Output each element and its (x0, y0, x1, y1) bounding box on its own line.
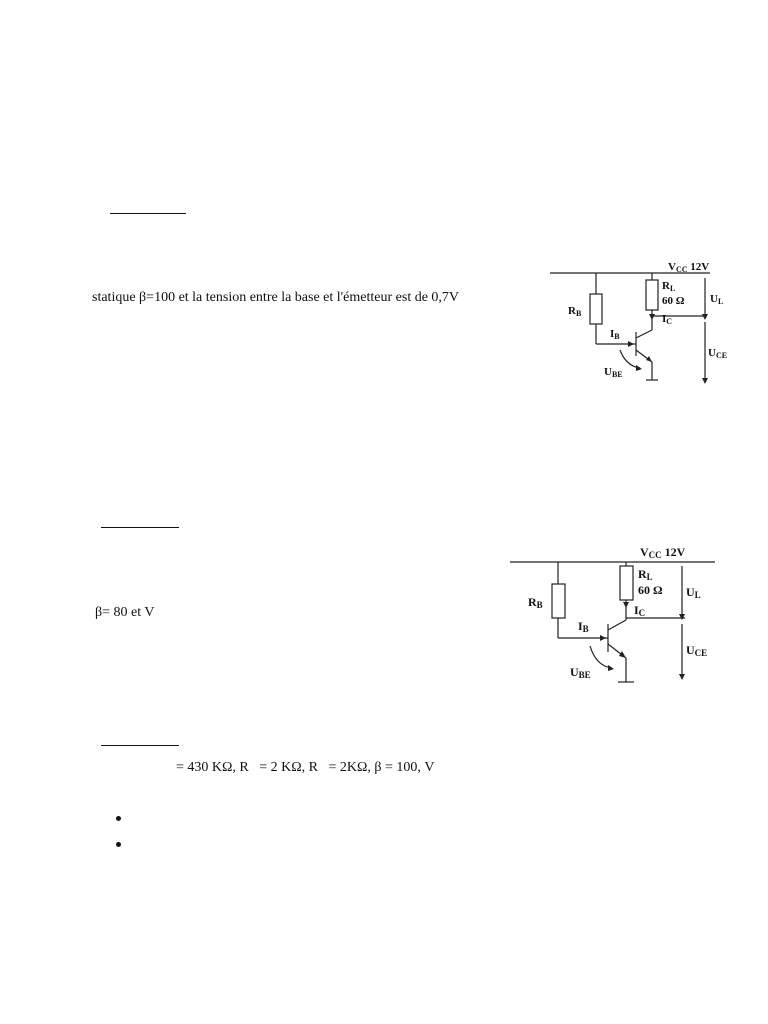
svg-text:RB: RB (528, 595, 543, 610)
list-bullet (116, 842, 121, 847)
vcc-value: 12V (690, 261, 710, 273)
svg-text:IC: IC (662, 313, 673, 326)
exercise1-title-underline (110, 213, 186, 214)
vcc-value: 12V (664, 545, 686, 559)
svg-text:IB: IB (610, 328, 620, 341)
svg-text:UL: UL (686, 585, 701, 600)
exercise3-statement: = 430 KΩ, R = 2 KΩ, R = 2KΩ, β = 100, V (176, 760, 435, 775)
exercise2-title-underline (101, 527, 179, 528)
exercise1-circuit-diagram (550, 256, 730, 396)
svg-text:UBE: UBE (570, 665, 591, 680)
exercise2-statement: β= 80 et V (95, 605, 155, 620)
svg-text:UBE: UBE (604, 366, 623, 379)
svg-text:RL: RL (638, 567, 653, 582)
svg-text:UCE: UCE (708, 347, 728, 360)
svg-text:VCC 12V: VCC 12V (668, 261, 710, 274)
exercise3-title-underline (101, 745, 179, 746)
svg-text:IC: IC (634, 603, 646, 618)
svg-text:IB: IB (578, 619, 589, 634)
svg-text:UL: UL (710, 293, 724, 306)
svg-text:RB: RB (568, 305, 582, 318)
svg-text:UCE: UCE (686, 643, 708, 658)
rl-value: 60 Ω (662, 295, 685, 307)
exercise2-circuit-diagram (510, 540, 732, 690)
svg-text:VCC 12V: VCC 12V (640, 545, 686, 560)
svg-text:RL: RL (662, 280, 676, 293)
rl-value: 60 Ω (638, 583, 663, 597)
exercise1-statement: statique β=100 et la tension entre la base et l'émetteur est de 0,7V (92, 290, 460, 305)
list-bullet (116, 816, 121, 821)
